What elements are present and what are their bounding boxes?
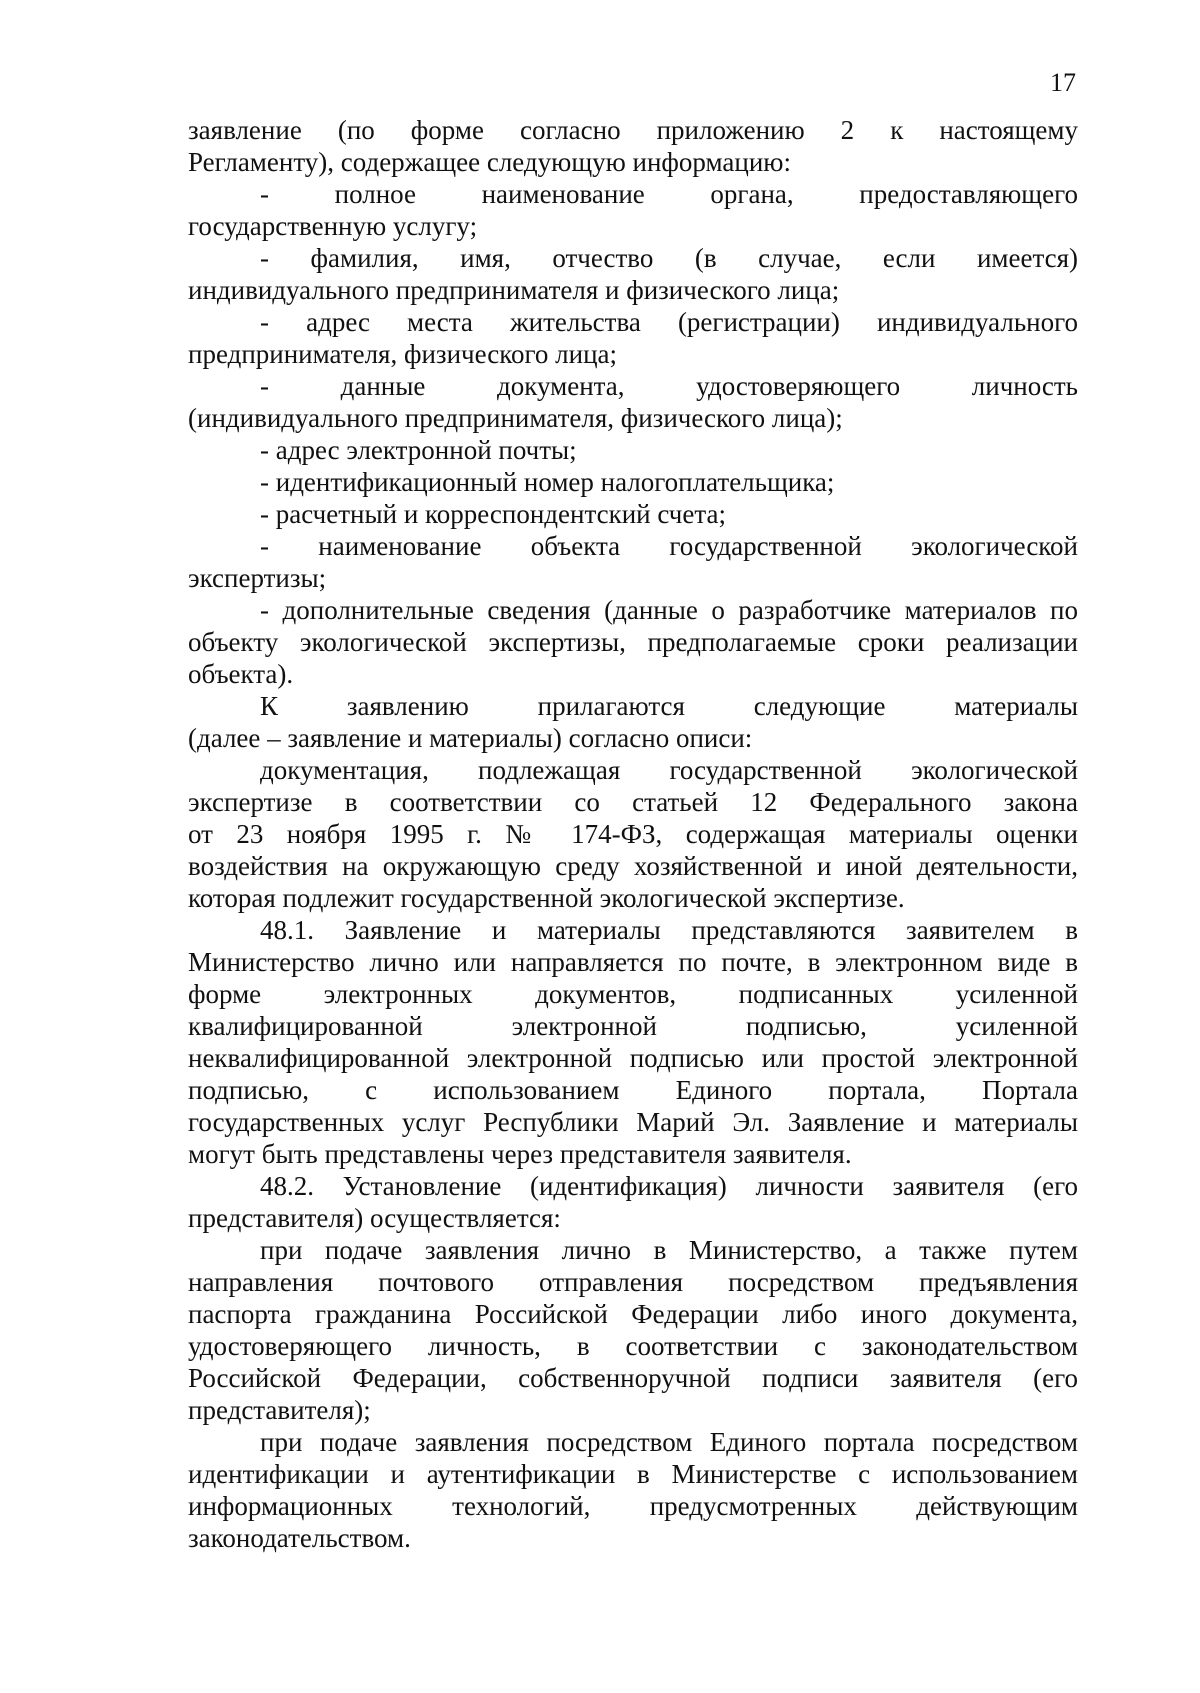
text-line: 48.2. Установление (идентификация) личности заявителя (его bbox=[260, 1171, 1078, 1201]
list-item-address bbox=[188, 306, 1078, 370]
text-line: представителя); bbox=[188, 1395, 371, 1425]
text-line: при подаче заявления лично в Министерство, а также путем bbox=[260, 1235, 1078, 1265]
text-line: - полное наименование органа, предоставляющего bbox=[260, 179, 1078, 209]
text-line: при подаче заявления посредством Единого портала посредством bbox=[260, 1427, 1078, 1457]
text-line: направления почтового отправления посредством предъявления bbox=[188, 1267, 1078, 1297]
text-line: - идентификационный номер налогоплательщика; bbox=[260, 467, 835, 497]
text-line: Регламенту), содержащее следующую информацию: bbox=[188, 147, 791, 177]
list-item-full-name bbox=[188, 242, 1078, 306]
text-line: - адрес места жительства (регистрации) индивидуального bbox=[260, 307, 1078, 337]
paragraph-documentation bbox=[188, 754, 1078, 914]
text-line: (далее – заявление и материалы) согласно описи: bbox=[188, 723, 753, 753]
text-line: представителя) осуществляется: bbox=[188, 1203, 561, 1233]
paragraph-in-person-submission bbox=[188, 1234, 1078, 1426]
document-body bbox=[188, 114, 1078, 1554]
page-number: 17 bbox=[1050, 68, 1076, 97]
text-line: законодательством. bbox=[188, 1523, 411, 1553]
text-line: предпринимателя, физического лица; bbox=[188, 339, 618, 369]
text-line: удостоверяющего личность, в соответствии с законодательством bbox=[188, 1331, 1078, 1361]
text-line: объекта). bbox=[188, 659, 294, 689]
text-line: от 23 ноября 1995 г. № 174-ФЗ, содержащая материалы оценки bbox=[188, 819, 1078, 849]
text-line: государственную услугу; bbox=[188, 211, 478, 241]
paragraph-attached-materials bbox=[188, 690, 1078, 754]
text-line: индивидуального предпринимателя и физического лица; bbox=[188, 275, 840, 305]
text-line: Министерство лично или направляется по почте, в электронном виде в bbox=[188, 947, 1078, 977]
text-line: - фамилия, имя, отчество (в случае, если имеется) bbox=[260, 243, 1078, 273]
list-item-authority-name bbox=[188, 178, 1078, 242]
text-line: экспертизе в соответствии со статьей 12 Федерального закона bbox=[188, 787, 1078, 817]
text-line: объекту экологической экспертизы, предполагаемые сроки реализации bbox=[188, 627, 1078, 657]
text-line: заявление (по форме согласно приложению 2 к настоящему bbox=[188, 115, 1078, 145]
text-line: - дополнительные сведения (данные о разработчике материалов по bbox=[260, 595, 1078, 625]
text-line: - наименование объекта государственной экологической bbox=[260, 531, 1078, 561]
list-item-additional-info bbox=[188, 594, 1078, 690]
list-item-email bbox=[188, 434, 1078, 466]
text-line: 48.1. Заявление и материалы представляются заявителем в bbox=[260, 915, 1078, 945]
paragraph-48-2 bbox=[188, 1170, 1078, 1234]
list-item-identity-document bbox=[188, 370, 1078, 434]
text-line: форме электронных документов, подписанных усиленной bbox=[188, 979, 1078, 1009]
text-line: могут быть представлены через представителя заявителя. bbox=[188, 1139, 852, 1169]
text-line: идентификации и аутентификации в Министерстве с использованием bbox=[188, 1459, 1078, 1489]
text-line: экспертизы; bbox=[188, 563, 327, 593]
text-line: квалифицированной электронной подписью, усиленной bbox=[188, 1011, 1078, 1041]
text-line: - адрес электронной почты; bbox=[260, 435, 577, 465]
text-line: Российской Федерации, собственноручной подписи заявителя (его bbox=[188, 1363, 1078, 1393]
text-line: подписью, с использованием Единого портала, Портала bbox=[188, 1075, 1078, 1105]
text-line: информационных технологий, предусмотренных действующим bbox=[188, 1491, 1078, 1521]
text-line: (индивидуального предпринимателя, физического лица); bbox=[188, 403, 843, 433]
text-line: неквалифицированной электронной подписью или простой электронной bbox=[188, 1043, 1078, 1073]
list-item-bank-accounts bbox=[188, 498, 1078, 530]
text-line: - данные документа, удостоверяющего личность bbox=[260, 371, 1078, 401]
text-line: паспорта гражданина Российской Федерации либо иного документа, bbox=[188, 1299, 1078, 1329]
text-line: - расчетный и корреспондентский счета; bbox=[260, 499, 726, 529]
text-line: государственных услуг Республики Марий Эл. Заявление и материалы bbox=[188, 1107, 1078, 1137]
list-item-tax-number bbox=[188, 466, 1078, 498]
paragraph-portal-submission bbox=[188, 1426, 1078, 1554]
paragraph-48-1 bbox=[188, 914, 1078, 1170]
text-line: К заявлению прилагаются следующие материалы bbox=[260, 691, 1078, 721]
list-item-expertise-object bbox=[188, 530, 1078, 594]
text-line: воздействия на окружающую среду хозяйственной и иной деятельности, bbox=[188, 851, 1078, 881]
text-line: документация, подлежащая государственной экологической bbox=[260, 755, 1078, 785]
text-line: которая подлежит государственной экологической экспертизе. bbox=[188, 883, 905, 913]
paragraph-application-intro bbox=[188, 114, 1078, 178]
